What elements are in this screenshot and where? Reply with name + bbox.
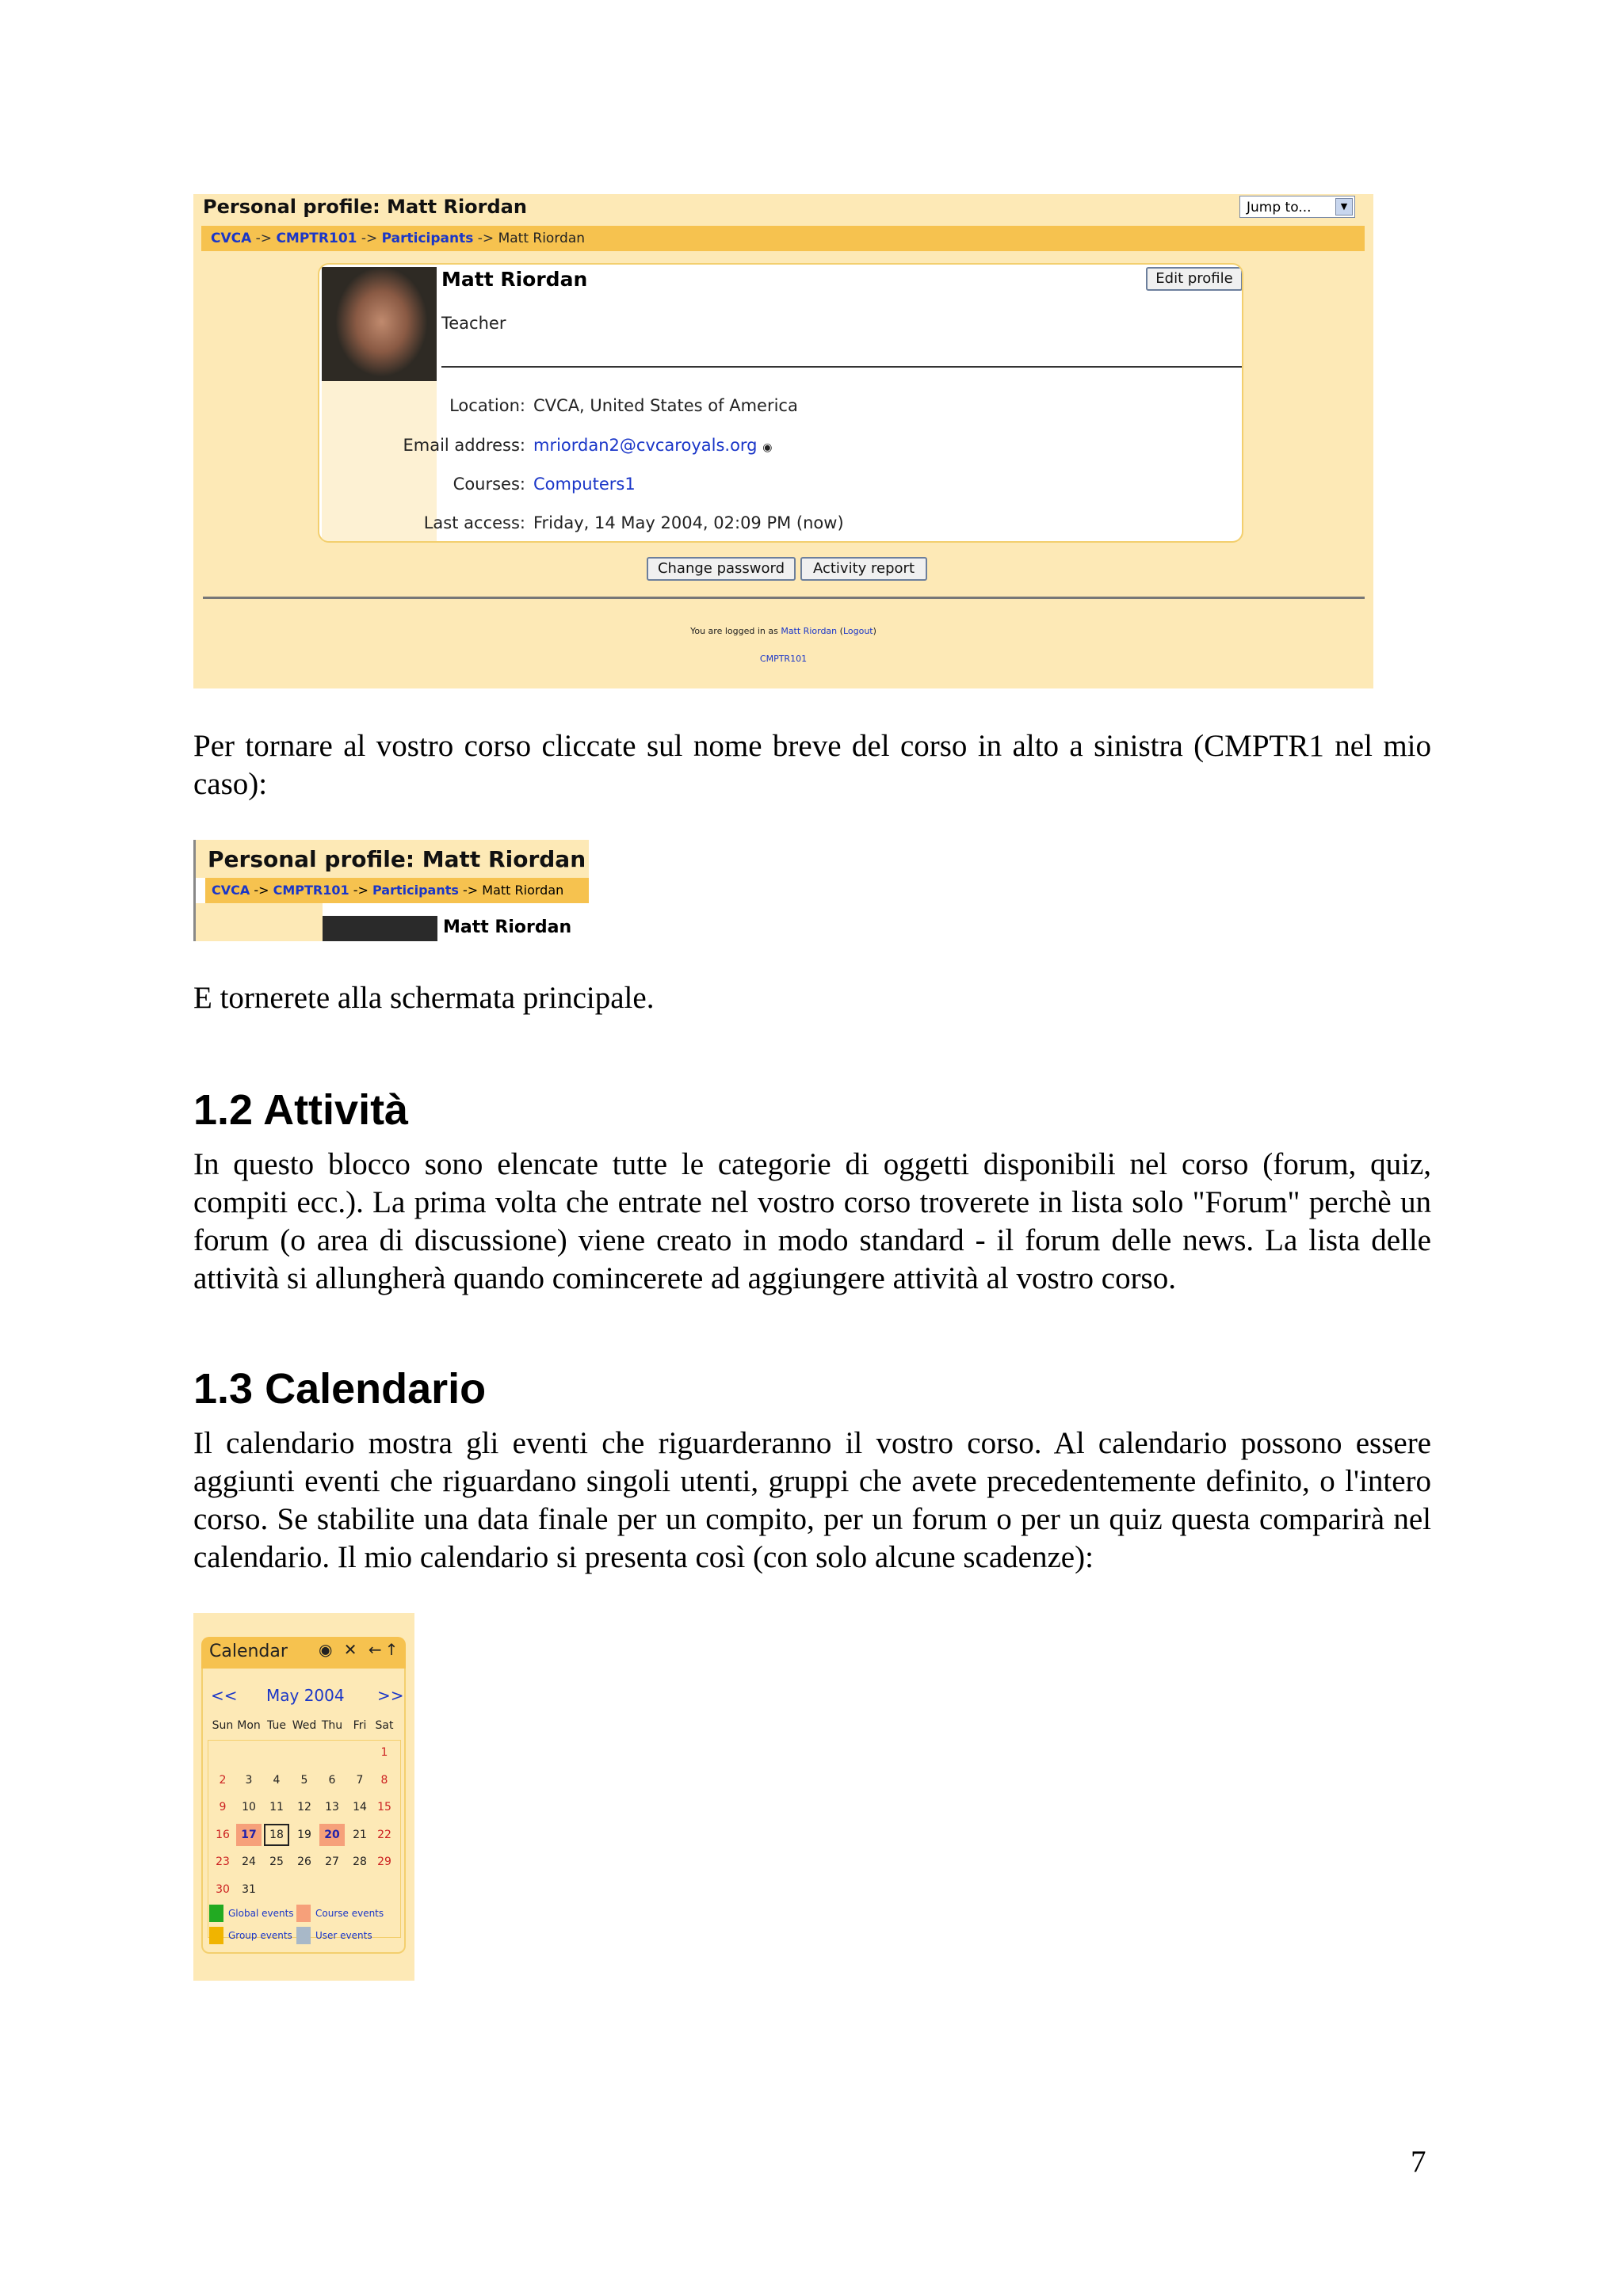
calendar-day[interactable]: 3: [245, 1773, 253, 1787]
calendar-day[interactable]: 18: [264, 1824, 289, 1846]
calendar-day[interactable]: 16: [216, 1828, 230, 1841]
calendar-day[interactable]: 9: [219, 1801, 227, 1814]
calendar-title: Calendar: [209, 1642, 288, 1661]
page-number: 7: [1411, 2145, 1426, 2179]
login-info: [193, 626, 1373, 636]
calendar-day[interactable]: 5: [300, 1773, 308, 1787]
breadcrumb-item[interactable]: CMPTR101: [276, 231, 357, 246]
divider: [441, 366, 1242, 368]
breadcrumb-item[interactable]: CVCA: [211, 231, 252, 246]
user-photo: [322, 267, 437, 381]
breadcrumb: [201, 226, 1365, 251]
section-heading-calendario: 1.3 Calendario: [193, 1365, 487, 1413]
calendar-day[interactable]: 21: [353, 1828, 367, 1841]
crumb-sep: ->: [250, 883, 273, 898]
legend-label[interactable]: Group events: [228, 1930, 292, 1941]
weekday-label: Sat: [375, 1719, 394, 1732]
crumb-course[interactable]: CMPTR101: [273, 883, 349, 898]
field-label: Courses:: [453, 475, 525, 494]
profile-screenshot: [193, 194, 1373, 688]
calendar-day[interactable]: 22: [377, 1828, 391, 1841]
course-link[interactable]: Computers1: [533, 475, 636, 494]
calendar-day[interactable]: 4: [273, 1773, 281, 1787]
crumb-participants[interactable]: Participants: [372, 883, 459, 898]
calendar-day[interactable]: 7: [356, 1773, 364, 1787]
calendar-day[interactable]: 11: [269, 1801, 284, 1814]
crumb-cvca[interactable]: CVCA: [212, 883, 250, 898]
calendar-day[interactable]: 25: [269, 1855, 284, 1868]
logout-link[interactable]: (Logout): [839, 626, 876, 636]
legend-label[interactable]: User events: [315, 1930, 372, 1941]
calendar-day[interactable]: 27: [325, 1855, 339, 1868]
calendar-day[interactable]: 1: [380, 1746, 388, 1759]
calendar-day[interactable]: 14: [353, 1801, 367, 1814]
breadcrumb-separator: ->: [251, 231, 277, 246]
email-value[interactable]: mriordan2@cvcaroyals.org: [533, 436, 758, 455]
calendar-block-icons[interactable]: ◉ ✕ ←↑: [319, 1640, 402, 1659]
calendar-day[interactable]: 17: [236, 1824, 262, 1846]
field-label: Last access:: [423, 513, 525, 532]
weekday-label: Sun: [212, 1719, 234, 1732]
calendar-day[interactable]: 10: [242, 1801, 256, 1814]
course-short-text[interactable]: CMPTR101: [759, 654, 808, 664]
jump-to-select[interactable]: [1239, 196, 1355, 218]
login-prefix: You are logged in as: [690, 626, 781, 636]
calendar-day[interactable]: 26: [297, 1855, 311, 1868]
crumb-sep: ->: [349, 883, 372, 898]
field-label: Location:: [449, 396, 525, 415]
profile-card: [318, 263, 1243, 543]
crop-left-strip: [196, 903, 323, 941]
footer-divider: [203, 597, 1365, 599]
eye-icon[interactable]: ◉: [762, 441, 773, 454]
crop-user-name: Matt Riordan: [443, 917, 572, 937]
edit-profile-button[interactable]: Edit profile: [1146, 267, 1243, 291]
logout-text[interactable]: Logout: [842, 626, 873, 636]
profile-page-title: Personal profile: Matt Riordan: [203, 196, 527, 218]
month-title-link[interactable]: May 2004: [266, 1686, 345, 1705]
crop-breadcrumb: [205, 878, 589, 903]
prev-month-link[interactable]: <<: [211, 1686, 238, 1705]
change-password-button[interactable]: Change password: [647, 557, 796, 581]
user-role: Teacher: [441, 314, 506, 333]
paragraph-return: Per tornare al vostro corso cliccate sul nome breve del corso in alto a sinistra (CMPTR1 nel mio caso):: [193, 729, 1431, 801]
calendar-day[interactable]: 30: [216, 1882, 230, 1896]
activity-report-button[interactable]: Activity report: [800, 557, 927, 581]
calendar-day[interactable]: 8: [380, 1773, 388, 1787]
calendar-day[interactable]: 28: [353, 1855, 367, 1868]
weekday-label: Mon: [237, 1719, 261, 1732]
legend-label[interactable]: Course events: [315, 1908, 384, 1919]
calendar-day[interactable]: 2: [219, 1773, 227, 1787]
legend-label[interactable]: Global events: [228, 1908, 294, 1919]
legend-swatch: [296, 1927, 311, 1944]
breadcrumb-crop-screenshot: [193, 840, 589, 941]
field-label: Email address:: [403, 436, 525, 455]
crumb-current: Matt Riordan: [482, 883, 564, 898]
crop-user-photo: [323, 916, 437, 941]
email-link[interactable]: [533, 436, 772, 455]
calendar-day[interactable]: 12: [297, 1801, 311, 1814]
user-name: Matt Riordan: [441, 268, 588, 291]
calendar-screenshot: [193, 1613, 414, 1981]
legend-swatch: [209, 1927, 223, 1944]
course-short-link[interactable]: [193, 654, 1373, 664]
calendar-day[interactable]: 20: [319, 1824, 345, 1846]
next-month-link[interactable]: >>: [377, 1686, 404, 1705]
weekday-label: Thu: [321, 1719, 343, 1732]
chevron-down-icon: ▼: [1335, 198, 1353, 215]
legend-swatch: [209, 1905, 223, 1922]
calendar-day[interactable]: 15: [377, 1801, 391, 1814]
logged-user-link[interactable]: Matt Riordan: [781, 626, 838, 636]
weekday-label: Tue: [267, 1719, 286, 1732]
breadcrumb-separator: ->: [357, 231, 382, 246]
paragraph-attivita: In questo blocco sono elencate tutte le categorie di oggetti disponibili nel corso (forum, quiz, compiti ecc.). La prima volta che entrate nel vostro corso troverete in lista solo "Forum" perchè un forum (o area di discussione) viene creato in modo standard - il forum delle news. La lista delle attività si allungherà quando comincerete ad aggiungere attività al vostro corso.: [193, 1147, 1431, 1295]
jump-to-label: Jump to...: [1247, 200, 1312, 215]
calendar-day[interactable]: 23: [216, 1855, 230, 1868]
calendar-day[interactable]: 6: [328, 1773, 336, 1787]
location-value: CVCA, United States of America: [533, 396, 798, 415]
breadcrumb-item[interactable]: Participants: [381, 231, 474, 246]
paragraph-calendario: Il calendario mostra gli eventi che riguarderanno il vostro corso. Al calendario possono essere aggiunti eventi che riguardano singoli utenti, gruppi che avete precedentemente definito, o l'intero corso. Se stabilite una data finale per un compito, per un forum o per un quiz questa comparirà nel calendario. Il mio calendario si presenta così (con solo alcune scadenze):: [193, 1426, 1431, 1574]
section-heading-attivita: 1.2 Attività: [193, 1086, 409, 1134]
calendar-day[interactable]: 29: [377, 1855, 391, 1868]
calendar-day[interactable]: 13: [325, 1801, 339, 1814]
weekday-label: Wed: [292, 1719, 317, 1732]
crop-page-title: Personal profile: Matt Riordan: [208, 846, 586, 872]
legend-swatch: [296, 1905, 311, 1922]
paragraph-main-screen: E tornerete alla schermata principale.: [193, 981, 655, 1015]
last-access-value: Friday, 14 May 2004, 02:09 PM (now): [533, 513, 844, 532]
breadcrumb-item: Matt Riordan: [498, 231, 586, 246]
calendar-day[interactable]: 31: [242, 1882, 256, 1896]
calendar-day[interactable]: 19: [297, 1828, 311, 1841]
breadcrumb-separator: ->: [473, 231, 498, 246]
weekday-label: Fri: [353, 1719, 367, 1732]
crumb-sep: ->: [458, 883, 483, 898]
calendar-day[interactable]: 24: [242, 1855, 256, 1868]
